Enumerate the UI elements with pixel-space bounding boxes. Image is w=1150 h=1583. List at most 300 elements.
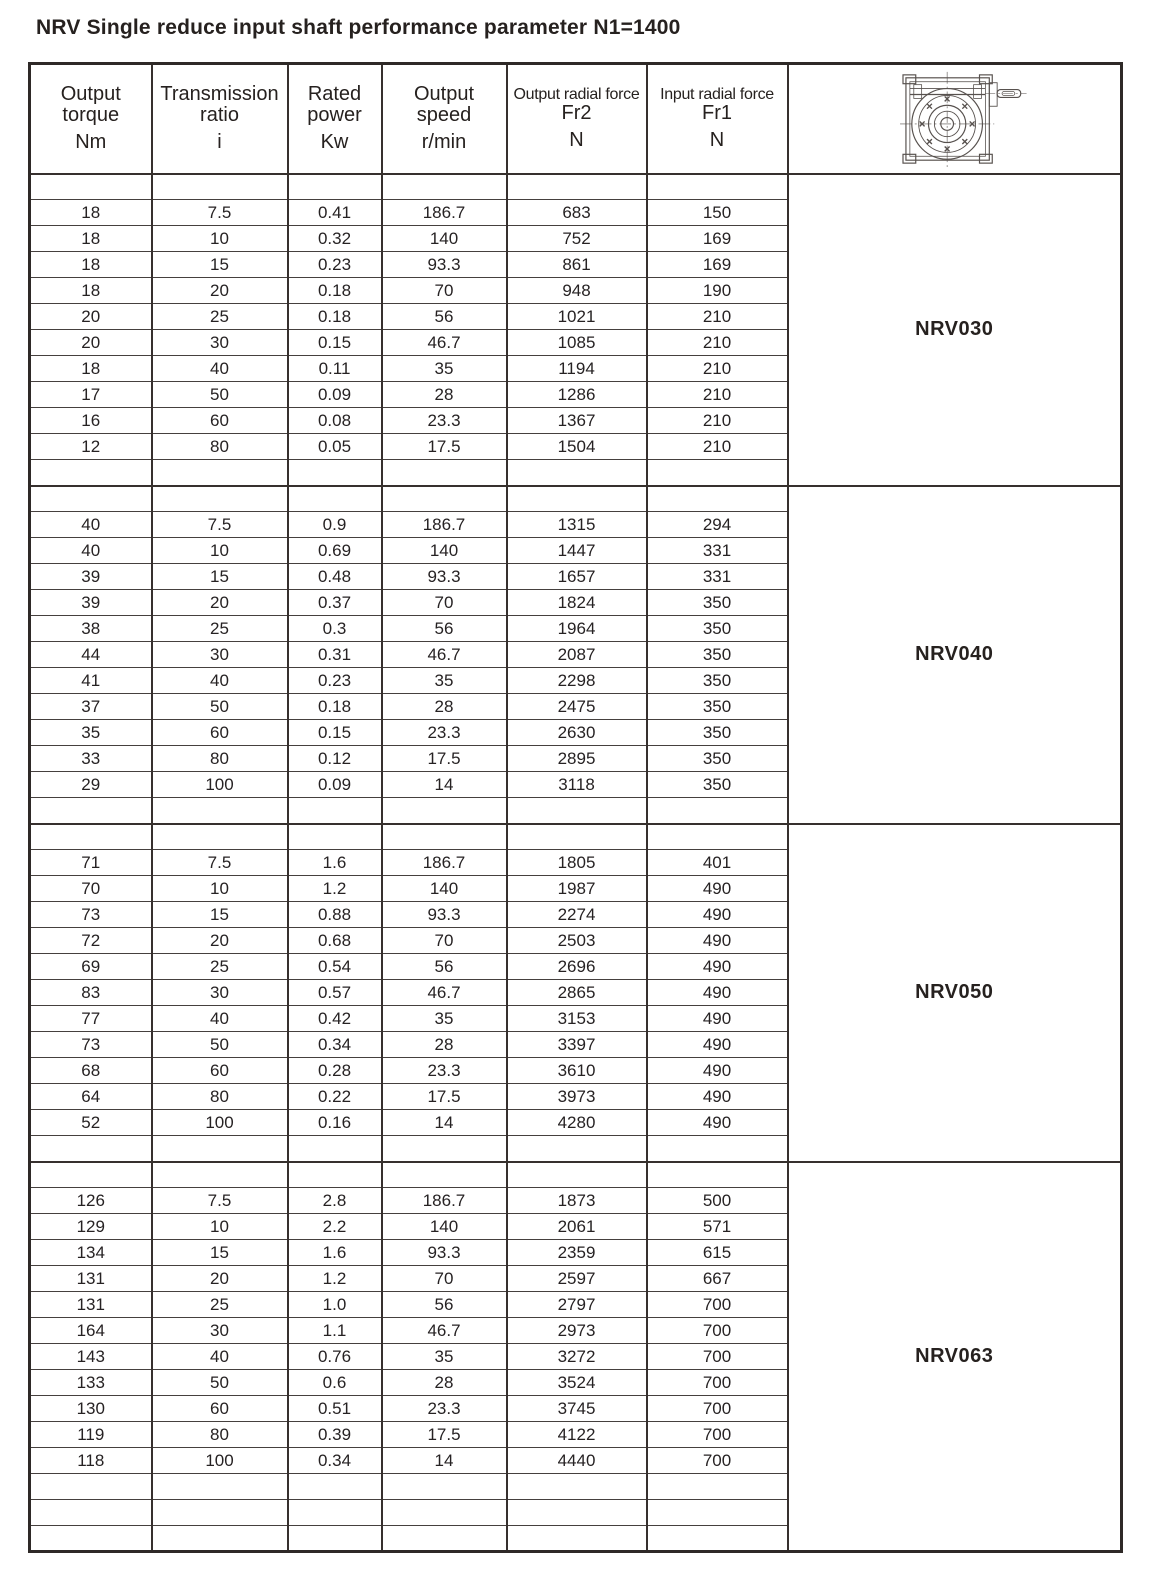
cell-rated-power: 0.41 bbox=[288, 200, 382, 226]
cell-output-torque: 17 bbox=[30, 382, 152, 408]
empty-cell bbox=[382, 798, 507, 824]
cell-output-speed: 70 bbox=[382, 278, 507, 304]
header-label: speed bbox=[416, 104, 472, 127]
cell-transmission-ratio: 80 bbox=[152, 1422, 288, 1448]
cell-transmission-ratio: 25 bbox=[152, 1292, 288, 1318]
cell-rated-power: 1.6 bbox=[288, 1240, 382, 1266]
header-label: Fr2 bbox=[561, 102, 592, 125]
cell-output-radial-force-fr2: 1315 bbox=[507, 512, 647, 538]
empty-cell bbox=[288, 1162, 382, 1188]
column-header-output-speed bbox=[382, 64, 507, 174]
cell-input-radial-force-fr1: 700 bbox=[647, 1318, 788, 1344]
cell-rated-power: 0.08 bbox=[288, 408, 382, 434]
cell-input-radial-force-fr1: 210 bbox=[647, 356, 788, 382]
cell-input-radial-force-fr1: 490 bbox=[647, 980, 788, 1006]
cell-output-speed: 70 bbox=[382, 1266, 507, 1292]
cell-transmission-ratio: 80 bbox=[152, 1084, 288, 1110]
cell-input-radial-force-fr1: 490 bbox=[647, 1058, 788, 1084]
empty-cell bbox=[30, 1474, 152, 1500]
cell-transmission-ratio: 40 bbox=[152, 356, 288, 382]
cell-input-radial-force-fr1: 571 bbox=[647, 1214, 788, 1240]
column-header-rated-power bbox=[288, 64, 382, 174]
cell-output-radial-force-fr2: 861 bbox=[507, 252, 647, 278]
cell-output-speed: 35 bbox=[382, 356, 507, 382]
cell-output-speed: 56 bbox=[382, 1292, 507, 1318]
cell-output-radial-force-fr2: 3973 bbox=[507, 1084, 647, 1110]
cell-transmission-ratio: 15 bbox=[152, 1240, 288, 1266]
cell-output-torque: 41 bbox=[30, 668, 152, 694]
cell-input-radial-force-fr1: 490 bbox=[647, 1006, 788, 1032]
cell-input-radial-force-fr1: 700 bbox=[647, 1344, 788, 1370]
cell-rated-power: 0.18 bbox=[288, 304, 382, 330]
cell-output-speed: 186.7 bbox=[382, 850, 507, 876]
cell-input-radial-force-fr1: 700 bbox=[647, 1292, 788, 1318]
cell-input-radial-force-fr1: 700 bbox=[647, 1396, 788, 1422]
cell-transmission-ratio: 25 bbox=[152, 304, 288, 330]
model-label: NRV030 bbox=[915, 318, 994, 340]
cell-output-radial-force-fr2: 3118 bbox=[507, 772, 647, 798]
cell-output-speed: 46.7 bbox=[382, 642, 507, 668]
empty-cell bbox=[30, 1162, 152, 1188]
cell-output-torque: 18 bbox=[30, 356, 152, 382]
cell-output-torque: 38 bbox=[30, 616, 152, 642]
cell-transmission-ratio: 50 bbox=[152, 1032, 288, 1058]
cell-output-torque: 35 bbox=[30, 720, 152, 746]
header-label: Fr1 bbox=[702, 102, 732, 125]
cell-output-speed: 23.3 bbox=[382, 1396, 507, 1422]
cell-output-torque: 64 bbox=[30, 1084, 152, 1110]
cell-transmission-ratio: 7.5 bbox=[152, 512, 288, 538]
empty-cell bbox=[507, 1500, 647, 1526]
cell-output-radial-force-fr2: 1367 bbox=[507, 408, 647, 434]
cell-transmission-ratio: 40 bbox=[152, 668, 288, 694]
cell-output-speed: 14 bbox=[382, 772, 507, 798]
empty-cell bbox=[288, 1474, 382, 1500]
cell-output-radial-force-fr2: 2359 bbox=[507, 1240, 647, 1266]
cell-input-radial-force-fr1: 500 bbox=[647, 1188, 788, 1214]
cell-output-torque: 12 bbox=[30, 434, 152, 460]
model-cell-nrv063 bbox=[788, 1162, 1122, 1552]
model-label: NRV040 bbox=[915, 643, 994, 665]
cell-output-torque: 69 bbox=[30, 954, 152, 980]
cell-input-radial-force-fr1: 350 bbox=[647, 772, 788, 798]
empty-cell bbox=[30, 824, 152, 850]
cell-transmission-ratio: 25 bbox=[152, 954, 288, 980]
cell-rated-power: 0.32 bbox=[288, 226, 382, 252]
cell-input-radial-force-fr1: 331 bbox=[647, 564, 788, 590]
cell-transmission-ratio: 20 bbox=[152, 928, 288, 954]
cell-transmission-ratio: 20 bbox=[152, 278, 288, 304]
empty-cell bbox=[647, 824, 788, 850]
empty-cell bbox=[152, 1162, 288, 1188]
cell-output-radial-force-fr2: 1085 bbox=[507, 330, 647, 356]
cell-rated-power: 0.76 bbox=[288, 1344, 382, 1370]
cell-output-torque: 83 bbox=[30, 980, 152, 1006]
cell-output-torque: 126 bbox=[30, 1188, 152, 1214]
header-unit: Nm bbox=[75, 131, 107, 154]
cell-rated-power: 0.3 bbox=[288, 616, 382, 642]
cell-output-radial-force-fr2: 1504 bbox=[507, 434, 647, 460]
spacer-row bbox=[30, 1162, 1122, 1188]
cell-output-speed: 93.3 bbox=[382, 902, 507, 928]
empty-cell bbox=[152, 824, 288, 850]
header-unit: r/min bbox=[421, 131, 467, 154]
cell-input-radial-force-fr1: 401 bbox=[647, 850, 788, 876]
cell-output-radial-force-fr2: 1194 bbox=[507, 356, 647, 382]
cell-output-radial-force-fr2: 1447 bbox=[507, 538, 647, 564]
cell-output-speed: 23.3 bbox=[382, 1058, 507, 1084]
cell-output-torque: 39 bbox=[30, 590, 152, 616]
cell-output-speed: 140 bbox=[382, 226, 507, 252]
empty-cell bbox=[507, 1474, 647, 1500]
cell-output-speed: 35 bbox=[382, 1006, 507, 1032]
cell-output-speed: 17.5 bbox=[382, 1084, 507, 1110]
cell-output-torque: 131 bbox=[30, 1292, 152, 1318]
empty-cell bbox=[647, 1526, 788, 1552]
cell-transmission-ratio: 100 bbox=[152, 1110, 288, 1136]
cell-output-speed: 70 bbox=[382, 590, 507, 616]
cell-output-radial-force-fr2: 2630 bbox=[507, 720, 647, 746]
cell-output-radial-force-fr2: 2061 bbox=[507, 1214, 647, 1240]
header-unit: N bbox=[569, 128, 584, 151]
empty-cell bbox=[647, 1500, 788, 1526]
empty-cell bbox=[30, 1526, 152, 1552]
cell-rated-power: 1.1 bbox=[288, 1318, 382, 1344]
cell-output-torque: 18 bbox=[30, 200, 152, 226]
cell-output-radial-force-fr2: 2087 bbox=[507, 642, 647, 668]
cell-output-radial-force-fr2: 3397 bbox=[507, 1032, 647, 1058]
spacer-row bbox=[30, 824, 1122, 850]
cell-output-speed: 17.5 bbox=[382, 1422, 507, 1448]
cell-transmission-ratio: 40 bbox=[152, 1006, 288, 1032]
cell-rated-power: 0.39 bbox=[288, 1422, 382, 1448]
column-header-output-radial-force bbox=[507, 64, 647, 174]
cell-output-radial-force-fr2: 3745 bbox=[507, 1396, 647, 1422]
cell-transmission-ratio: 50 bbox=[152, 382, 288, 408]
cell-input-radial-force-fr1: 169 bbox=[647, 252, 788, 278]
cell-output-radial-force-fr2: 2597 bbox=[507, 1266, 647, 1292]
cell-rated-power: 0.57 bbox=[288, 980, 382, 1006]
cell-output-radial-force-fr2: 4440 bbox=[507, 1448, 647, 1474]
empty-cell bbox=[507, 460, 647, 486]
header-label: ratio bbox=[200, 104, 239, 127]
cell-output-radial-force-fr2: 683 bbox=[507, 200, 647, 226]
cell-output-speed: 140 bbox=[382, 1214, 507, 1240]
empty-cell bbox=[152, 174, 288, 200]
empty-cell bbox=[647, 486, 788, 512]
cell-transmission-ratio: 15 bbox=[152, 252, 288, 278]
empty-cell bbox=[152, 1526, 288, 1552]
cell-output-radial-force-fr2: 948 bbox=[507, 278, 647, 304]
header-label: Output bbox=[60, 82, 121, 105]
cell-transmission-ratio: 7.5 bbox=[152, 200, 288, 226]
cell-output-radial-force-fr2: 2696 bbox=[507, 954, 647, 980]
cell-output-torque: 52 bbox=[30, 1110, 152, 1136]
empty-cell bbox=[30, 174, 152, 200]
performance-table bbox=[28, 62, 1123, 1553]
empty-cell bbox=[382, 174, 507, 200]
cell-output-torque: 118 bbox=[30, 1448, 152, 1474]
cell-input-radial-force-fr1: 190 bbox=[647, 278, 788, 304]
cell-output-speed: 35 bbox=[382, 1344, 507, 1370]
cell-rated-power: 0.18 bbox=[288, 278, 382, 304]
empty-cell bbox=[647, 1162, 788, 1188]
cell-rated-power: 0.34 bbox=[288, 1032, 382, 1058]
cell-rated-power: 0.6 bbox=[288, 1370, 382, 1396]
cell-output-radial-force-fr2: 4122 bbox=[507, 1422, 647, 1448]
cell-output-speed: 186.7 bbox=[382, 200, 507, 226]
cell-output-torque: 164 bbox=[30, 1318, 152, 1344]
cell-output-torque: 37 bbox=[30, 694, 152, 720]
cell-output-torque: 70 bbox=[30, 876, 152, 902]
cell-output-radial-force-fr2: 1805 bbox=[507, 850, 647, 876]
header-label: Transmission bbox=[160, 82, 279, 105]
empty-cell bbox=[382, 1474, 507, 1500]
cell-output-speed: 28 bbox=[382, 694, 507, 720]
cell-transmission-ratio: 25 bbox=[152, 616, 288, 642]
cell-output-speed: 140 bbox=[382, 876, 507, 902]
cell-output-radial-force-fr2: 3153 bbox=[507, 1006, 647, 1032]
cell-output-speed: 23.3 bbox=[382, 720, 507, 746]
header-label: Rated bbox=[307, 82, 362, 105]
cell-rated-power: 2.2 bbox=[288, 1214, 382, 1240]
header-label: Output bbox=[413, 82, 475, 105]
header-label: power bbox=[307, 104, 362, 127]
empty-cell bbox=[382, 1500, 507, 1526]
empty-cell bbox=[382, 486, 507, 512]
cell-output-speed: 23.3 bbox=[382, 408, 507, 434]
cell-transmission-ratio: 100 bbox=[152, 772, 288, 798]
cell-rated-power: 0.15 bbox=[288, 720, 382, 746]
header-label: Output radial force bbox=[513, 86, 640, 104]
empty-cell bbox=[507, 1136, 647, 1162]
cell-output-torque: 18 bbox=[30, 278, 152, 304]
empty-cell bbox=[382, 460, 507, 486]
cell-transmission-ratio: 7.5 bbox=[152, 1188, 288, 1214]
cell-output-radial-force-fr2: 1657 bbox=[507, 564, 647, 590]
cell-output-speed: 56 bbox=[382, 954, 507, 980]
cell-transmission-ratio: 20 bbox=[152, 1266, 288, 1292]
cell-output-speed: 140 bbox=[382, 538, 507, 564]
cell-output-torque: 29 bbox=[30, 772, 152, 798]
cell-transmission-ratio: 30 bbox=[152, 980, 288, 1006]
empty-cell bbox=[382, 824, 507, 850]
cell-output-radial-force-fr2: 1873 bbox=[507, 1188, 647, 1214]
cell-output-speed: 186.7 bbox=[382, 1188, 507, 1214]
cell-output-radial-force-fr2: 2274 bbox=[507, 902, 647, 928]
cell-transmission-ratio: 60 bbox=[152, 720, 288, 746]
cell-output-radial-force-fr2: 2973 bbox=[507, 1318, 647, 1344]
cell-rated-power: 0.09 bbox=[288, 382, 382, 408]
cell-input-radial-force-fr1: 350 bbox=[647, 668, 788, 694]
cell-output-speed: 46.7 bbox=[382, 980, 507, 1006]
empty-cell bbox=[647, 1136, 788, 1162]
cell-transmission-ratio: 10 bbox=[152, 1214, 288, 1240]
empty-cell bbox=[30, 1136, 152, 1162]
empty-cell bbox=[647, 798, 788, 824]
cell-transmission-ratio: 80 bbox=[152, 434, 288, 460]
cell-output-torque: 71 bbox=[30, 850, 152, 876]
cell-transmission-ratio: 50 bbox=[152, 1370, 288, 1396]
cell-output-speed: 28 bbox=[382, 1032, 507, 1058]
cell-output-radial-force-fr2: 752 bbox=[507, 226, 647, 252]
header-unit: i bbox=[217, 131, 222, 154]
cell-rated-power: 0.48 bbox=[288, 564, 382, 590]
cell-output-radial-force-fr2: 2298 bbox=[507, 668, 647, 694]
model-cell-nrv030 bbox=[788, 174, 1122, 486]
cell-output-torque: 18 bbox=[30, 252, 152, 278]
cell-output-torque: 73 bbox=[30, 902, 152, 928]
empty-cell bbox=[152, 1136, 288, 1162]
empty-cell bbox=[382, 1526, 507, 1552]
cell-input-radial-force-fr1: 490 bbox=[647, 876, 788, 902]
cell-output-torque: 20 bbox=[30, 304, 152, 330]
cell-transmission-ratio: 15 bbox=[152, 902, 288, 928]
cell-rated-power: 1.0 bbox=[288, 1292, 382, 1318]
empty-cell bbox=[288, 824, 382, 850]
empty-cell bbox=[507, 798, 647, 824]
cell-rated-power: 0.51 bbox=[288, 1396, 382, 1422]
column-header-transmission-ratio bbox=[152, 64, 288, 174]
empty-cell bbox=[647, 174, 788, 200]
header-label: torque bbox=[62, 104, 120, 127]
cell-output-radial-force-fr2: 2797 bbox=[507, 1292, 647, 1318]
empty-cell bbox=[288, 486, 382, 512]
cell-input-radial-force-fr1: 169 bbox=[647, 226, 788, 252]
cell-input-radial-force-fr1: 210 bbox=[647, 382, 788, 408]
cell-output-speed: 14 bbox=[382, 1110, 507, 1136]
cell-rated-power: 0.9 bbox=[288, 512, 382, 538]
empty-cell bbox=[382, 1162, 507, 1188]
column-header-output-torque bbox=[30, 64, 152, 174]
cell-rated-power: 0.31 bbox=[288, 642, 382, 668]
page-title: NRV Single reduce input shaft performance parameter N1=1400 bbox=[36, 16, 681, 39]
empty-cell bbox=[152, 486, 288, 512]
cell-output-torque: 68 bbox=[30, 1058, 152, 1084]
empty-cell bbox=[30, 460, 152, 486]
cell-output-torque: 143 bbox=[30, 1344, 152, 1370]
table-body bbox=[30, 174, 1122, 1552]
cell-transmission-ratio: 100 bbox=[152, 1448, 288, 1474]
empty-cell bbox=[152, 460, 288, 486]
empty-cell bbox=[507, 1526, 647, 1552]
cell-rated-power: 2.8 bbox=[288, 1188, 382, 1214]
cell-output-radial-force-fr2: 2865 bbox=[507, 980, 647, 1006]
cell-input-radial-force-fr1: 350 bbox=[647, 746, 788, 772]
empty-cell bbox=[288, 1526, 382, 1552]
cell-output-torque: 134 bbox=[30, 1240, 152, 1266]
empty-cell bbox=[288, 460, 382, 486]
cell-output-torque: 40 bbox=[30, 538, 152, 564]
cell-rated-power: 0.23 bbox=[288, 252, 382, 278]
cell-rated-power: 0.05 bbox=[288, 434, 382, 460]
cell-rated-power: 0.11 bbox=[288, 356, 382, 382]
cell-rated-power: 0.28 bbox=[288, 1058, 382, 1084]
cell-output-radial-force-fr2: 2503 bbox=[507, 928, 647, 954]
cell-input-radial-force-fr1: 210 bbox=[647, 304, 788, 330]
cell-output-speed: 28 bbox=[382, 382, 507, 408]
cell-output-radial-force-fr2: 3610 bbox=[507, 1058, 647, 1084]
cell-input-radial-force-fr1: 615 bbox=[647, 1240, 788, 1266]
cell-rated-power: 0.23 bbox=[288, 668, 382, 694]
cell-output-torque: 77 bbox=[30, 1006, 152, 1032]
cell-rated-power: 0.88 bbox=[288, 902, 382, 928]
cell-input-radial-force-fr1: 331 bbox=[647, 538, 788, 564]
empty-cell bbox=[507, 174, 647, 200]
empty-cell bbox=[288, 174, 382, 200]
cell-transmission-ratio: 10 bbox=[152, 226, 288, 252]
cell-output-torque: 129 bbox=[30, 1214, 152, 1240]
cell-input-radial-force-fr1: 350 bbox=[647, 720, 788, 746]
empty-cell bbox=[288, 1500, 382, 1526]
cell-rated-power: 0.34 bbox=[288, 1448, 382, 1474]
cell-rated-power: 0.42 bbox=[288, 1006, 382, 1032]
cell-output-torque: 44 bbox=[30, 642, 152, 668]
cell-output-speed: 56 bbox=[382, 304, 507, 330]
cell-output-speed: 93.3 bbox=[382, 1240, 507, 1266]
cell-output-torque: 131 bbox=[30, 1266, 152, 1292]
empty-cell bbox=[647, 1474, 788, 1500]
cell-output-radial-force-fr2: 1824 bbox=[507, 590, 647, 616]
empty-cell bbox=[288, 1136, 382, 1162]
cell-input-radial-force-fr1: 700 bbox=[647, 1370, 788, 1396]
cell-transmission-ratio: 30 bbox=[152, 330, 288, 356]
cell-output-radial-force-fr2: 4280 bbox=[507, 1110, 647, 1136]
cell-output-torque: 20 bbox=[30, 330, 152, 356]
cell-transmission-ratio: 60 bbox=[152, 1058, 288, 1084]
cell-rated-power: 0.22 bbox=[288, 1084, 382, 1110]
cell-output-speed: 46.7 bbox=[382, 330, 507, 356]
cell-transmission-ratio: 80 bbox=[152, 746, 288, 772]
cell-transmission-ratio: 10 bbox=[152, 876, 288, 902]
cell-output-torque: 16 bbox=[30, 408, 152, 434]
cell-input-radial-force-fr1: 490 bbox=[647, 928, 788, 954]
cell-output-torque: 18 bbox=[30, 226, 152, 252]
header-label: Input radial force bbox=[660, 86, 774, 104]
cell-output-radial-force-fr2: 1286 bbox=[507, 382, 647, 408]
spacer-row bbox=[30, 486, 1122, 512]
cell-rated-power: 0.09 bbox=[288, 772, 382, 798]
cell-output-speed: 17.5 bbox=[382, 746, 507, 772]
cell-output-torque: 119 bbox=[30, 1422, 152, 1448]
cell-output-radial-force-fr2: 3524 bbox=[507, 1370, 647, 1396]
cell-output-radial-force-fr2: 1964 bbox=[507, 616, 647, 642]
cell-output-radial-force-fr2: 3272 bbox=[507, 1344, 647, 1370]
cell-output-radial-force-fr2: 2895 bbox=[507, 746, 647, 772]
empty-cell bbox=[30, 486, 152, 512]
cell-output-speed: 46.7 bbox=[382, 1318, 507, 1344]
cell-input-radial-force-fr1: 700 bbox=[647, 1422, 788, 1448]
empty-cell bbox=[152, 1500, 288, 1526]
cell-output-speed: 28 bbox=[382, 1370, 507, 1396]
cell-transmission-ratio: 20 bbox=[152, 590, 288, 616]
cell-output-radial-force-fr2: 1021 bbox=[507, 304, 647, 330]
cell-rated-power: 0.54 bbox=[288, 954, 382, 980]
header-row bbox=[30, 64, 1122, 174]
cell-input-radial-force-fr1: 490 bbox=[647, 902, 788, 928]
spacer-row bbox=[30, 174, 1122, 200]
cell-transmission-ratio: 60 bbox=[152, 408, 288, 434]
cell-rated-power: 0.15 bbox=[288, 330, 382, 356]
cell-input-radial-force-fr1: 210 bbox=[647, 330, 788, 356]
cell-input-radial-force-fr1: 210 bbox=[647, 434, 788, 460]
cell-input-radial-force-fr1: 490 bbox=[647, 1084, 788, 1110]
cell-input-radial-force-fr1: 700 bbox=[647, 1448, 788, 1474]
model-label: NRV050 bbox=[915, 981, 994, 1003]
header-unit: N bbox=[709, 128, 725, 151]
model-cell-nrv040 bbox=[788, 486, 1122, 824]
cell-input-radial-force-fr1: 294 bbox=[647, 512, 788, 538]
